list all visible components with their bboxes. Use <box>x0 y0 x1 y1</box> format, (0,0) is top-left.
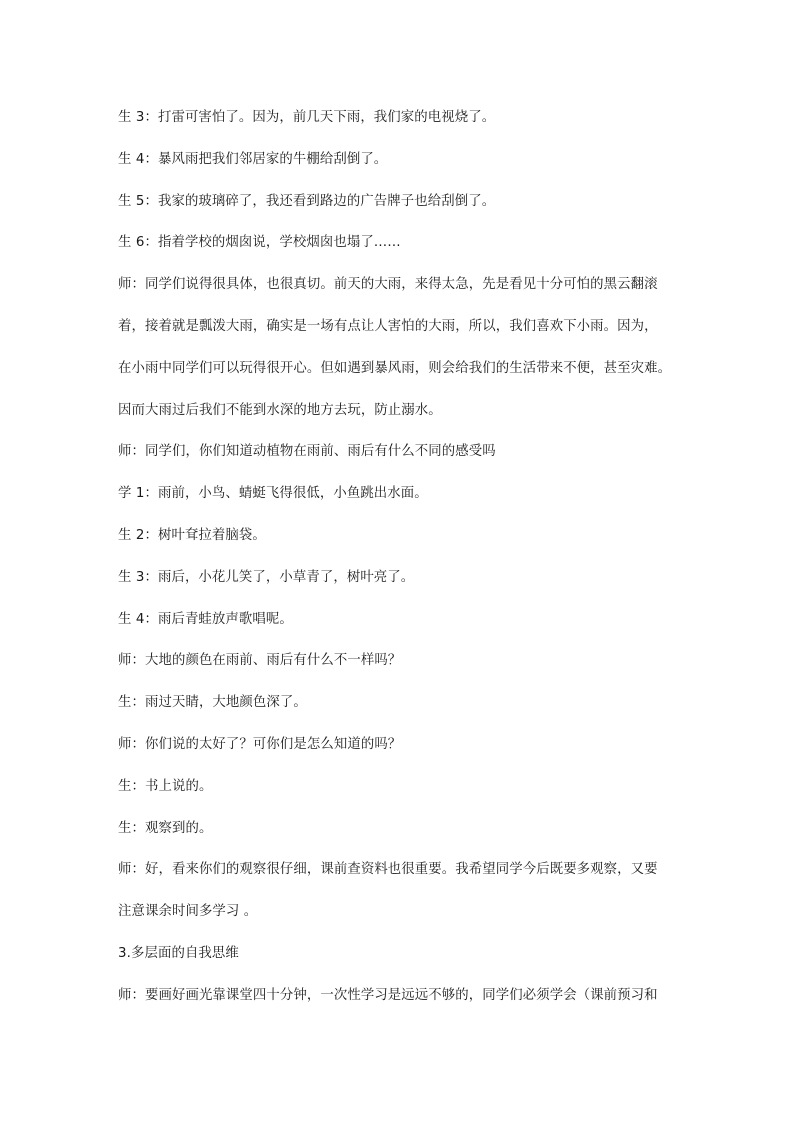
dialogue-line-student: 生：雨过天睛，大地颜色深了。 <box>118 695 307 711</box>
dialogue-line-student-5: 生 5：我家的玻璃碎了，我还看到路边的广告牌子也给刮倒了。 <box>118 193 496 209</box>
paragraph-line: 因而大雨过后我们不能到水深的地方去玩，防止溺水。 <box>118 402 442 418</box>
dialogue-line-student-6: 生 6：指着学校的烟囱说，学校烟囱也塌了…… <box>118 235 401 251</box>
dialogue-line-student-4: 生 4：暴风雨把我们邻居家的牛棚给刮倒了。 <box>118 151 388 167</box>
dialogue-line-student-4: 生 4：雨后青蛙放声歌唱呢。 <box>118 611 293 627</box>
dialogue-line-teacher: 师：大地的颜色在雨前、雨后有什么不一样吗？ <box>118 653 402 669</box>
paragraph-line: 着，接着就是瓢泼大雨，确实是一场有点让人害怕的大雨，所以，我们喜欢下小雨。因为， <box>118 318 658 334</box>
dialogue-line-student-2: 生 2：树叶耷拉着脑袋。 <box>118 527 266 543</box>
dialogue-line-teacher: 师：同学们说得很具体，也很真切。前天的大雨，来得太急，先是看见十分可怕的黑云翻滚 <box>118 277 658 293</box>
dialogue-line-teacher: 师：好，看来你们的观察很仔细，课前查资料也很重要。我希望同学今后既要多观察，又要 <box>118 862 658 878</box>
dialogue-line-teacher: 师：要画好画光靠课堂四十分钟，一次性学习是远远不够的，同学们必须学会（课前预习和 <box>118 987 658 1003</box>
dialogue-line-student-3: 生 3：打雷可害怕了。因为，前几天下雨，我们家的电视烧了。 <box>118 110 496 125</box>
dialogue-line-student-1: 学 1：雨前，小鸟、蜻蜓飞得很低，小鱼跳出水面。 <box>118 486 428 502</box>
paragraph-line: 注意课余时间多学习 。 <box>118 904 258 920</box>
dialogue-line-student: 生：书上说的。 <box>118 778 213 794</box>
dialogue-line-student: 生：观察到的。 <box>118 820 213 836</box>
dialogue-line-teacher: 师：同学们，你们知道动植物在雨前、雨后有什么不同的感受吗 <box>118 444 496 460</box>
paragraph-line: 在小雨中同学们可以玩得很开心。但如遇到暴风雨，则会给我们的生活带来不便，甚至灾难。 <box>118 360 672 376</box>
dialogue-line-teacher: 师：你们说的太好了？可你们是怎么知道的吗？ <box>118 736 402 752</box>
section-heading: 3.多层面的自我思维 <box>118 945 239 961</box>
dialogue-line-student-3: 生 3：雨后，小花儿笑了，小草青了，树叶亮了。 <box>118 569 415 585</box>
document-body <box>118 103 688 1023</box>
